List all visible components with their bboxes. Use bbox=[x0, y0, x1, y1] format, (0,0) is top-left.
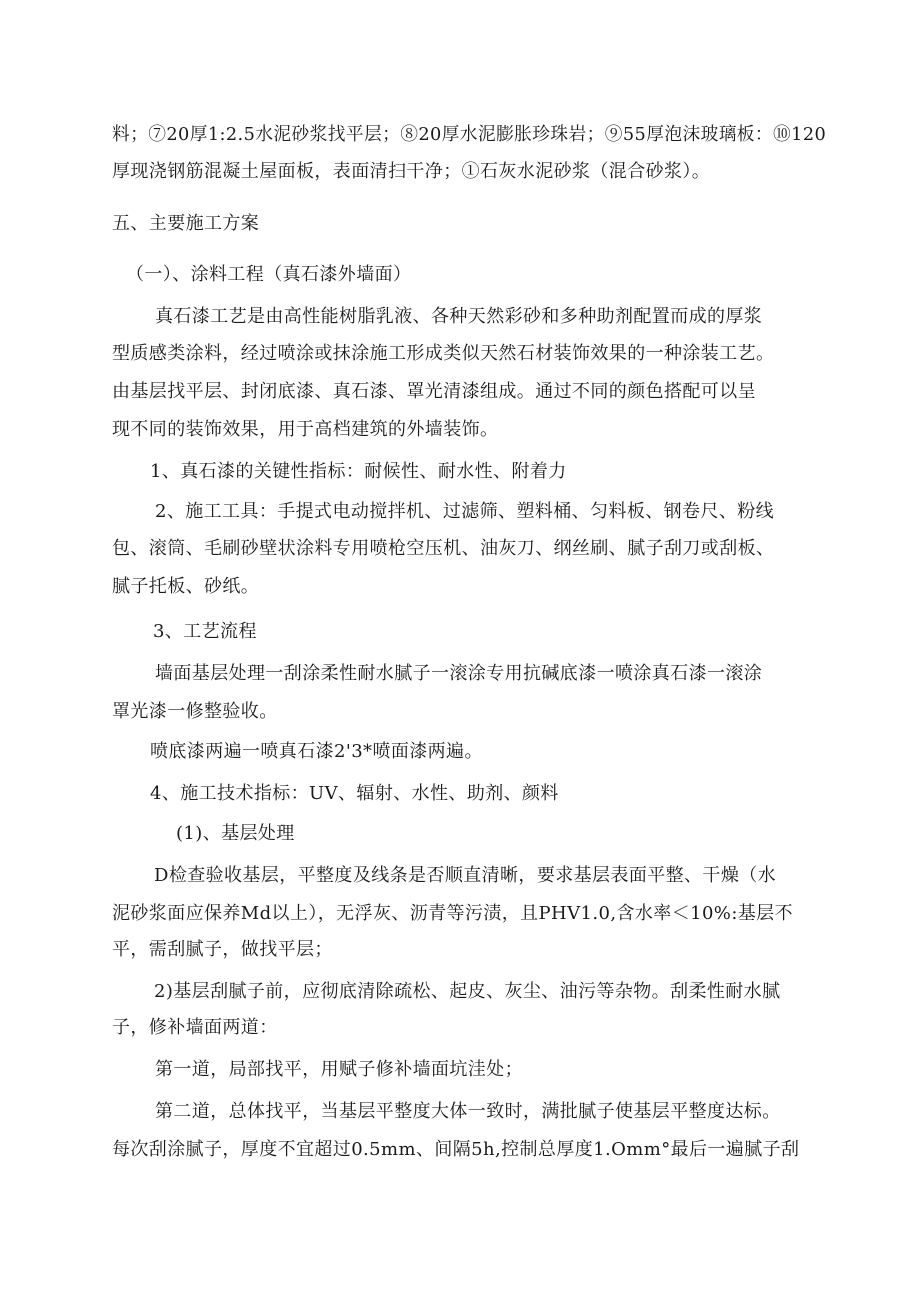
text-line: 型质感类涂料，经过喷涂或抹涂施工形成类似天然石材装饰效果的一种涂装工艺。 bbox=[112, 343, 775, 364]
text-line: 包、滚筒、毛刷砂壁状涂料专用喷枪空压机、油灰刀、纲丝刷、腻子刮刀或刮板、 bbox=[112, 538, 775, 559]
text-line: 第二道，总体找平，当基层平整度大体一致时，满批腻子使基层平整度达标。 bbox=[155, 1101, 781, 1122]
subsection-heading: （一）、涂料工程（真石漆外墙面） bbox=[126, 264, 412, 285]
list-item: 1、真石漆的关键性指标：耐候性、耐水性、附着力 bbox=[150, 461, 567, 482]
text-line: 现不同的装饰效果，用于高档建筑的外墙装饰。 bbox=[112, 419, 499, 440]
text-line: 喷底漆两遍一喷真石漆2'3*喷面漆两遍。 bbox=[150, 741, 483, 762]
text-line: 腻子托板、砂纸。 bbox=[112, 576, 260, 597]
text-line: 2)基层刮腻子前，应彻底清除疏松、起皮、灰尘、油污等杂物。刮柔性耐水腻 bbox=[154, 981, 781, 1002]
text-line: 厚现浇钢筋混凝土屋面板，表面清扫干净；①石灰水泥砂浆（混合砂浆）。 bbox=[112, 161, 711, 182]
text-line: 由基层找平层、封闭底漆、真石漆、罩光清漆组成。通过不同的颜色搭配可以呈 bbox=[112, 381, 756, 402]
list-item: 3、工艺流程 bbox=[153, 621, 257, 642]
text-line: 平，需刮腻子，做找平层； bbox=[112, 939, 333, 960]
section-heading: 五、主要施工方案 bbox=[112, 213, 260, 234]
text-line: 料；⑦20厚1:2.5水泥砂浆找平层；⑧20厚水泥膨胀珍珠岩；⑨55厚泡沫玻璃板：⑩120 bbox=[112, 124, 827, 145]
text-line: 真石漆工艺是由高性能树脂乳液、各种天然彩砂和多种助剂配置而成的厚浆 bbox=[155, 306, 763, 327]
text-line: 每次刮涂腻子，厚度不宜超过0.5mm、间隔5h,控制总厚度1.Omm°最后一遍腻子刮 bbox=[112, 1139, 800, 1160]
text-line: 泥砂浆面应保养Md以上），无浮灰、沥青等污渍，且PHV1.0,含水率＜10%:基层不 bbox=[112, 903, 793, 924]
text-line: 罩光漆一修整验收。 bbox=[112, 701, 278, 722]
text-line: D检查验收基层，平整度及线条是否顺直清晰，要求基层表面平整、干燥（水 bbox=[154, 865, 777, 886]
list-item: 4、施工技术指标：UV、辐射、水性、助剂、颜料 bbox=[150, 783, 559, 804]
text-line: 墙面基层处理一刮涂柔性耐水腻子一滚涂专用抗碱底漆一喷涂真石漆一滚涂 bbox=[155, 663, 763, 684]
sub-heading: (1)、基层处理 bbox=[176, 823, 295, 844]
text-line: 第一道，局部找平，用赋子修补墙面坑洼处； bbox=[155, 1059, 523, 1080]
text-line: 子，修补墙面两道： bbox=[112, 1017, 278, 1038]
list-item: 2、施工工具：手提式电动搅拌机、过滤筛、塑料桶、匀料板、钢卷尺、粉线 bbox=[155, 501, 775, 522]
